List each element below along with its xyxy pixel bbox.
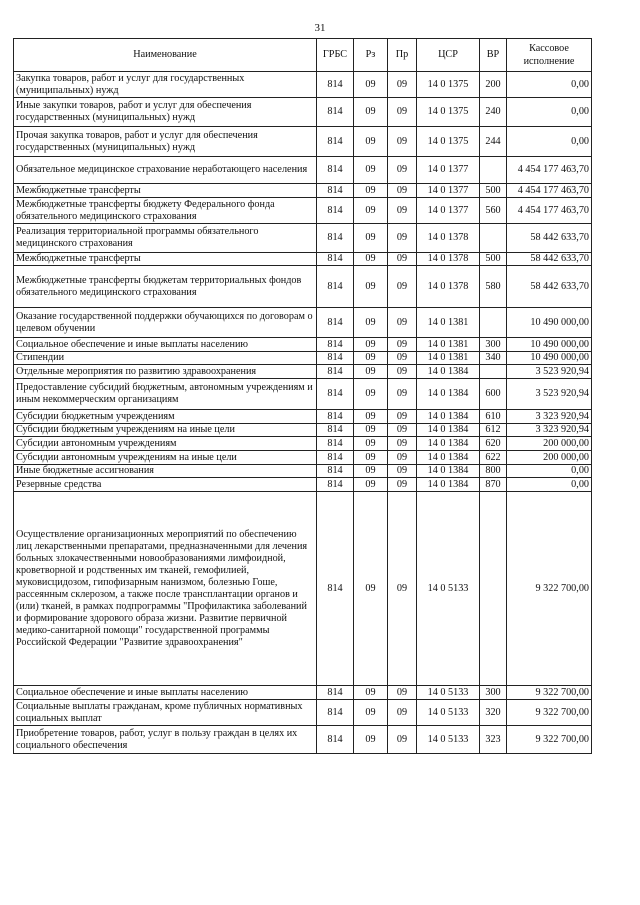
row-csr-cell: 14 0 1378 xyxy=(417,253,480,266)
row-csr-cell: 14 0 5133 xyxy=(417,686,480,700)
table-row xyxy=(14,492,592,686)
row-rz-cell: 09 xyxy=(354,365,388,379)
row-amount-cell: 10 490 000,00 xyxy=(507,338,592,352)
row-grbs-cell: 814 xyxy=(317,465,354,478)
row-pr-cell: 09 xyxy=(388,465,417,478)
table-row xyxy=(14,184,592,198)
table-row xyxy=(14,157,592,184)
row-grbs-cell: 814 xyxy=(317,253,354,266)
row-name-cell: Иные бюджетные ассигнования xyxy=(14,465,317,478)
row-pr-cell: 09 xyxy=(388,365,417,379)
row-amount-cell: 9 322 700,00 xyxy=(507,726,592,754)
row-amount-cell: 0,00 xyxy=(507,478,592,492)
table-row xyxy=(14,253,592,266)
row-csr-cell: 14 0 1384 xyxy=(417,478,480,492)
row-name-cell: Социальное обеспечение и иные выплаты населению xyxy=(14,338,317,352)
row-rz-cell: 09 xyxy=(354,308,388,338)
table-row xyxy=(14,437,592,451)
row-grbs-cell: 814 xyxy=(317,379,354,410)
row-rz-cell: 09 xyxy=(354,478,388,492)
table-row xyxy=(14,127,592,157)
row-name-cell: Отдельные мероприятия по развитию здравоохранения xyxy=(14,365,317,379)
row-grbs-cell: 814 xyxy=(317,184,354,198)
row-vr-cell: 580 xyxy=(480,266,507,308)
row-pr-cell: 09 xyxy=(388,726,417,754)
row-grbs-cell: 814 xyxy=(317,424,354,437)
row-rz-cell: 09 xyxy=(354,465,388,478)
row-amount-cell: 58 442 633,70 xyxy=(507,266,592,308)
row-grbs-cell: 814 xyxy=(317,686,354,700)
table-header-row xyxy=(14,39,592,72)
table-row xyxy=(14,352,592,365)
row-name-cell: Закупка товаров, работ и услуг для государственных (муниципальных) нужд xyxy=(14,72,317,98)
header-cash-execution-line1: Кассовое xyxy=(529,43,569,54)
row-rz-cell: 09 xyxy=(354,492,388,686)
row-amount-cell: 10 490 000,00 xyxy=(507,352,592,365)
row-vr-cell: 500 xyxy=(480,184,507,198)
row-amount-cell: 9 322 700,00 xyxy=(507,492,592,686)
row-name-cell: Обязательное медицинское страхование неработающего населения xyxy=(14,157,317,184)
row-rz-cell: 09 xyxy=(354,224,388,253)
row-pr-cell: 09 xyxy=(388,98,417,127)
row-name-cell: Субсидии бюджетным учреждениям на иные цели xyxy=(14,424,317,437)
row-amount-cell: 4 454 177 463,70 xyxy=(507,198,592,224)
row-grbs-cell: 814 xyxy=(317,224,354,253)
row-rz-cell: 09 xyxy=(354,266,388,308)
row-pr-cell: 09 xyxy=(388,352,417,365)
row-grbs-cell: 814 xyxy=(317,478,354,492)
row-csr-cell: 14 0 1377 xyxy=(417,198,480,224)
header-rz: Рз xyxy=(354,39,388,72)
row-vr-cell: 870 xyxy=(480,478,507,492)
row-grbs-cell: 814 xyxy=(317,410,354,424)
table-row xyxy=(14,72,592,98)
row-csr-cell: 14 0 1375 xyxy=(417,72,480,98)
row-name-cell: Межбюджетные трансферты xyxy=(14,184,317,198)
row-vr-cell xyxy=(480,308,507,338)
row-pr-cell: 09 xyxy=(388,338,417,352)
row-vr-cell: 323 xyxy=(480,726,507,754)
row-name-cell: Межбюджетные трансферты бюджету Федерального фонда обязательного медицинского страхования xyxy=(14,198,317,224)
table-row xyxy=(14,478,592,492)
table-row xyxy=(14,424,592,437)
row-vr-cell: 320 xyxy=(480,700,507,726)
row-vr-cell: 500 xyxy=(480,253,507,266)
row-csr-cell: 14 0 1381 xyxy=(417,338,480,352)
row-name-cell: Приобретение товаров, работ, услуг в пользу граждан в целях их социального обеспечения xyxy=(14,726,317,754)
table-row xyxy=(14,379,592,410)
row-vr-cell: 200 xyxy=(480,72,507,98)
row-vr-cell: 240 xyxy=(480,98,507,127)
row-grbs-cell: 814 xyxy=(317,451,354,465)
row-name-cell: Резервные средства xyxy=(14,478,317,492)
row-grbs-cell: 814 xyxy=(317,266,354,308)
row-rz-cell: 09 xyxy=(354,98,388,127)
table-row xyxy=(14,98,592,127)
row-rz-cell: 09 xyxy=(354,352,388,365)
table-row xyxy=(14,198,592,224)
row-rz-cell: 09 xyxy=(354,424,388,437)
row-vr-cell: 300 xyxy=(480,686,507,700)
row-csr-cell: 14 0 1384 xyxy=(417,437,480,451)
row-pr-cell: 09 xyxy=(388,478,417,492)
row-csr-cell: 14 0 1384 xyxy=(417,365,480,379)
row-name-cell: Оказание государственной поддержки обучающихся по договорам о целевом обучении xyxy=(14,308,317,338)
row-rz-cell: 09 xyxy=(354,410,388,424)
row-csr-cell: 14 0 1384 xyxy=(417,410,480,424)
table-row xyxy=(14,365,592,379)
row-grbs-cell: 814 xyxy=(317,365,354,379)
row-name-cell: Межбюджетные трансферты xyxy=(14,253,317,266)
row-amount-cell: 200 000,00 xyxy=(507,437,592,451)
header-grbs: ГРБС xyxy=(317,39,354,72)
row-csr-cell: 14 0 1377 xyxy=(417,157,480,184)
row-amount-cell: 3 523 920,94 xyxy=(507,365,592,379)
table-row xyxy=(14,338,592,352)
row-csr-cell: 14 0 1384 xyxy=(417,465,480,478)
row-csr-cell: 14 0 1381 xyxy=(417,352,480,365)
row-csr-cell: 14 0 1381 xyxy=(417,308,480,338)
table-row xyxy=(14,266,592,308)
row-vr-cell: 244 xyxy=(480,127,507,157)
row-rz-cell: 09 xyxy=(354,198,388,224)
row-name-cell: Иные закупки товаров, работ и услуг для обеспечения государственных (муниципальных) нужд xyxy=(14,98,317,127)
row-grbs-cell: 814 xyxy=(317,338,354,352)
row-name-cell: Социальные выплаты гражданам, кроме публичных нормативных социальных выплат xyxy=(14,700,317,726)
row-rz-cell: 09 xyxy=(354,437,388,451)
row-grbs-cell: 814 xyxy=(317,157,354,184)
row-rz-cell: 09 xyxy=(354,451,388,465)
row-vr-cell: 622 xyxy=(480,451,507,465)
row-csr-cell: 14 0 1378 xyxy=(417,224,480,253)
table-row xyxy=(14,700,592,726)
row-name-cell: Социальное обеспечение и иные выплаты населению xyxy=(14,686,317,700)
row-amount-cell: 58 442 633,70 xyxy=(507,224,592,253)
row-name-cell: Реализация территориальной программы обязательного медицинского страхования xyxy=(14,224,317,253)
row-vr-cell: 612 xyxy=(480,424,507,437)
table-row xyxy=(14,451,592,465)
row-grbs-cell: 814 xyxy=(317,437,354,451)
row-rz-cell: 09 xyxy=(354,253,388,266)
row-csr-cell: 14 0 1384 xyxy=(417,379,480,410)
row-name-cell: Стипендии xyxy=(14,352,317,365)
row-csr-cell: 14 0 1375 xyxy=(417,98,480,127)
row-vr-cell: 340 xyxy=(480,352,507,365)
row-amount-cell: 4 454 177 463,70 xyxy=(507,184,592,198)
row-pr-cell: 09 xyxy=(388,72,417,98)
row-pr-cell: 09 xyxy=(388,437,417,451)
row-name-cell: Осуществление организационных мероприятий по обеспечению лиц лекарственными препаратами, предназначенными для лечения больных злокачественными новообразованиями лимфоидной, кроветворной и родственных им тканей, гемофилией, муковисцидозом, гипофизарным нанизмом, болезнью Гоше, рассеянным склерозом, а также после трансплантации органов и (или) тканей, в рамках подпрограммы "Профилактика заболеваний и формирование здорового образа жизни. Развитие первичной медико-санитарной помощи" государственной программы Российской Федерации "Развитие здравоохранения" xyxy=(14,492,317,686)
row-grbs-cell: 814 xyxy=(317,308,354,338)
table-row xyxy=(14,686,592,700)
row-grbs-cell: 814 xyxy=(317,127,354,157)
page-number: 31 xyxy=(314,22,326,34)
table-row xyxy=(14,465,592,478)
row-grbs-cell: 814 xyxy=(317,98,354,127)
row-amount-cell: 3 523 920,94 xyxy=(507,379,592,410)
row-vr-cell xyxy=(480,157,507,184)
row-rz-cell: 09 xyxy=(354,127,388,157)
table-row xyxy=(14,726,592,754)
row-csr-cell: 14 0 5133 xyxy=(417,492,480,686)
row-amount-cell: 0,00 xyxy=(507,127,592,157)
row-amount-cell: 0,00 xyxy=(507,98,592,127)
row-amount-cell: 3 323 920,94 xyxy=(507,424,592,437)
row-pr-cell: 09 xyxy=(388,410,417,424)
row-vr-cell: 610 xyxy=(480,410,507,424)
row-pr-cell: 09 xyxy=(388,424,417,437)
row-grbs-cell: 814 xyxy=(317,700,354,726)
row-pr-cell: 09 xyxy=(388,379,417,410)
row-pr-cell: 09 xyxy=(388,253,417,266)
row-rz-cell: 09 xyxy=(354,184,388,198)
row-rz-cell: 09 xyxy=(354,726,388,754)
row-vr-cell: 800 xyxy=(480,465,507,478)
table-body xyxy=(14,72,592,754)
row-pr-cell: 09 xyxy=(388,198,417,224)
row-rz-cell: 09 xyxy=(354,686,388,700)
row-grbs-cell: 814 xyxy=(317,492,354,686)
row-pr-cell: 09 xyxy=(388,157,417,184)
row-rz-cell: 09 xyxy=(354,157,388,184)
table-row xyxy=(14,224,592,253)
header-csr: ЦСР xyxy=(417,39,480,72)
budget-execution-table xyxy=(13,38,592,754)
table-row xyxy=(14,410,592,424)
row-pr-cell: 09 xyxy=(388,184,417,198)
row-amount-cell: 9 322 700,00 xyxy=(507,686,592,700)
header-pr: Пр xyxy=(388,39,417,72)
row-rz-cell: 09 xyxy=(354,338,388,352)
row-amount-cell: 58 442 633,70 xyxy=(507,253,592,266)
row-vr-cell: 300 xyxy=(480,338,507,352)
row-name-cell: Субсидии автономным учреждениям xyxy=(14,437,317,451)
row-name-cell: Предоставление субсидий бюджетным, автономным учреждениям и иным некоммерческим организациям xyxy=(14,379,317,410)
row-pr-cell: 09 xyxy=(388,492,417,686)
table-row xyxy=(14,308,592,338)
row-name-cell: Прочая закупка товаров, работ и услуг для обеспечения государственных (муниципальных) нужд xyxy=(14,127,317,157)
row-vr-cell xyxy=(480,224,507,253)
row-pr-cell: 09 xyxy=(388,127,417,157)
row-amount-cell: 0,00 xyxy=(507,465,592,478)
row-name-cell: Субсидии бюджетным учреждениям xyxy=(14,410,317,424)
row-amount-cell: 10 490 000,00 xyxy=(507,308,592,338)
row-pr-cell: 09 xyxy=(388,451,417,465)
row-csr-cell: 14 0 5133 xyxy=(417,700,480,726)
row-vr-cell xyxy=(480,365,507,379)
row-pr-cell: 09 xyxy=(388,308,417,338)
row-name-cell: Субсидии автономным учреждениям на иные цели xyxy=(14,451,317,465)
row-amount-cell: 3 323 920,94 xyxy=(507,410,592,424)
row-vr-cell: 600 xyxy=(480,379,507,410)
row-csr-cell: 14 0 1378 xyxy=(417,266,480,308)
row-vr-cell xyxy=(480,492,507,686)
row-amount-cell: 200 000,00 xyxy=(507,451,592,465)
row-vr-cell: 560 xyxy=(480,198,507,224)
row-name-cell: Межбюджетные трансферты бюджетам территориальных фондов обязательного медицинского страхования xyxy=(14,266,317,308)
row-csr-cell: 14 0 1377 xyxy=(417,184,480,198)
row-grbs-cell: 814 xyxy=(317,726,354,754)
row-csr-cell: 14 0 5133 xyxy=(417,726,480,754)
row-grbs-cell: 814 xyxy=(317,198,354,224)
row-pr-cell: 09 xyxy=(388,700,417,726)
row-vr-cell: 620 xyxy=(480,437,507,451)
row-pr-cell: 09 xyxy=(388,224,417,253)
row-amount-cell: 4 454 177 463,70 xyxy=(507,157,592,184)
header-cash-execution-line2: исполнение xyxy=(523,56,575,67)
row-pr-cell: 09 xyxy=(388,266,417,308)
row-grbs-cell: 814 xyxy=(317,72,354,98)
row-amount-cell: 0,00 xyxy=(507,72,592,98)
row-rz-cell: 09 xyxy=(354,72,388,98)
row-grbs-cell: 814 xyxy=(317,352,354,365)
row-amount-cell: 9 322 700,00 xyxy=(507,700,592,726)
row-rz-cell: 09 xyxy=(354,700,388,726)
row-csr-cell: 14 0 1384 xyxy=(417,451,480,465)
row-pr-cell: 09 xyxy=(388,686,417,700)
header-vr: ВР xyxy=(480,39,507,72)
row-csr-cell: 14 0 1384 xyxy=(417,424,480,437)
row-rz-cell: 09 xyxy=(354,379,388,410)
row-csr-cell: 14 0 1375 xyxy=(417,127,480,157)
header-name: Наименование xyxy=(14,39,317,72)
header-cash-execution xyxy=(507,39,592,72)
